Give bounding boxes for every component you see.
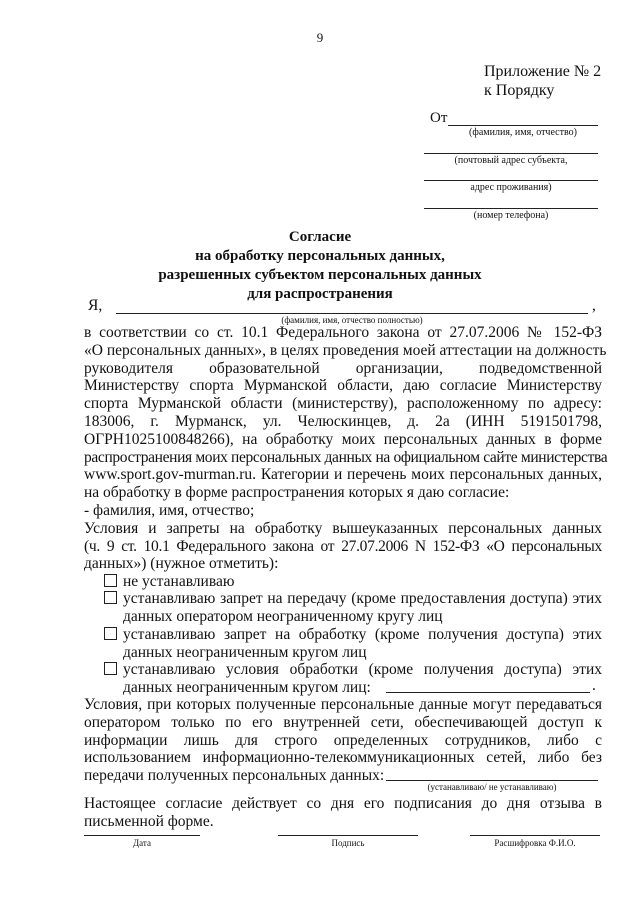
title-line-4: для распространения: [247, 286, 393, 302]
option-processing-ban[interactable]: [104, 626, 602, 662]
consent-paragraph: [84, 324, 608, 573]
option-label: устанавливаю условия обработки (кроме получения доступа) этих: [123, 661, 602, 678]
category-item: - фамилия, имя, отчество;: [84, 501, 255, 519]
paragraph-line: распространения моих персональных данных на официальном сайте министерства: [84, 448, 608, 466]
conditions-line: данных») (нужное отметить):: [84, 555, 279, 573]
page-number: 9: [316, 30, 324, 45]
checkbox[interactable]: [104, 591, 117, 604]
appendix-line-1: Приложение № 2: [484, 63, 602, 80]
paragraph-line: информации лишь для строго определенных сотрудников, либо с: [84, 731, 602, 749]
paragraph-line: оператором только по его внутренней сети, обеспечивающей доступ к: [84, 713, 602, 731]
postal-line: [424, 153, 598, 154]
i-suffix: ,: [592, 297, 596, 314]
option-label: устанавливаю запрет на обработку (кроме получения доступа) этих: [123, 626, 602, 643]
option-label: не устанавливаю: [123, 573, 235, 590]
phone-hint: (номер телефона): [473, 210, 549, 221]
paragraph-line: Условия, при которых полученные персональные данные могут передаваться: [84, 696, 602, 713]
option-label-cont: данных неограниченным кругом лиц: [123, 643, 367, 661]
postal-hint: (почтовый адрес субъекта,: [454, 155, 568, 166]
paragraph-line: «О персональных данных», в целях проведения моей аттестации на должность: [84, 341, 607, 359]
option-transfer-ban[interactable]: [104, 590, 602, 626]
paragraph-line: руководителя образовательной организации, подведомственной: [84, 359, 602, 377]
option-label: устанавливаю запрет на передачу (кроме предоставления доступа) этих: [123, 590, 602, 607]
paragraph-line: Министерству спорта Мурманской области, даю согласие Министерству: [84, 377, 602, 395]
paragraph-line: ОГРН1025100848266), на обработку моих персональных данных в форме: [84, 430, 602, 448]
phone-line: [424, 208, 598, 209]
paragraph-line: Настоящее согласие действует со дня его подписания до дня отзыва в: [84, 795, 602, 812]
conditions-input-line[interactable]: [386, 692, 590, 693]
conditions-line: Условия и запреты на обработку вышеуказанных персональных данных: [84, 519, 602, 537]
paragraph-line: использованием информационно-телекоммуникационных сетей, либо без: [84, 749, 602, 767]
title-line-2: на обработку персональных данных,: [195, 248, 445, 264]
document-title: [0, 228, 640, 304]
residence-hint: адрес проживания): [470, 182, 552, 193]
validity-paragraph: [84, 795, 602, 831]
from-name-line: [448, 125, 598, 126]
option-end-punct: .: [592, 677, 596, 694]
transfer-paragraph: [84, 696, 602, 785]
signature-label: Подпись: [331, 838, 365, 848]
paragraph-line: в соответствии со ст. 10.1 Федерального закона от 27.07.2006 № 152-ФЗ: [84, 324, 602, 341]
transfer-input-line[interactable]: [386, 780, 598, 781]
paragraph-line: спорта Мурманской области (министерству), расположенному по адресу:: [84, 395, 602, 413]
option-no-conditions[interactable]: [104, 573, 602, 591]
paragraph-line: письменной форме.: [84, 812, 214, 830]
appendix-block: [484, 62, 601, 100]
conditions-line: (ч. 9 ст. 10.1 Федерального закона от 27.07.2006 N 152-ФЗ «О персональных: [84, 537, 602, 555]
full-name-hint: (фамилия, имя, отчество полностью): [281, 315, 423, 325]
option-label-cont: данных неограниченным кругом лиц:: [123, 678, 371, 696]
residence-line: [424, 180, 598, 181]
checkbox[interactable]: [104, 627, 117, 640]
paragraph-line: www.sport.gov-murman.ru. Категории и перечень моих персональных данных,: [84, 466, 602, 484]
date-label: Дата: [133, 838, 151, 848]
paragraph-line: 183006, г. Мурманск, ул. Челюскинцев, д. 2а (ИНН 5191501798,: [84, 412, 602, 430]
full-name-line: [116, 313, 588, 314]
appendix-line-2: к Порядку: [484, 82, 555, 99]
name-hint: (фамилия, имя, отчество): [469, 127, 577, 138]
decoding-line[interactable]: [470, 835, 600, 836]
signature-line[interactable]: [278, 835, 418, 836]
title-line-1: Согласие: [288, 229, 352, 245]
from-label: От: [430, 110, 448, 126]
option-label-cont: данных оператором неограниченному кругу лиц: [123, 607, 443, 625]
paragraph-line: передачи полученных персональных данных:: [84, 767, 385, 785]
i-prefix: Я,: [88, 297, 103, 314]
paragraph-line: на обработку в форме распространения которых я даю согласие:: [84, 484, 510, 502]
transfer-hint: (устанавливаю/ не устанавливаю): [427, 782, 557, 792]
checkbox[interactable]: [104, 574, 117, 587]
title-line-3: разрешенных субъектом персональных данных: [158, 267, 482, 283]
checkbox[interactable]: [104, 662, 117, 675]
decoding-label: Расшифровка Ф.И.О.: [494, 838, 576, 848]
date-line[interactable]: [84, 835, 200, 836]
